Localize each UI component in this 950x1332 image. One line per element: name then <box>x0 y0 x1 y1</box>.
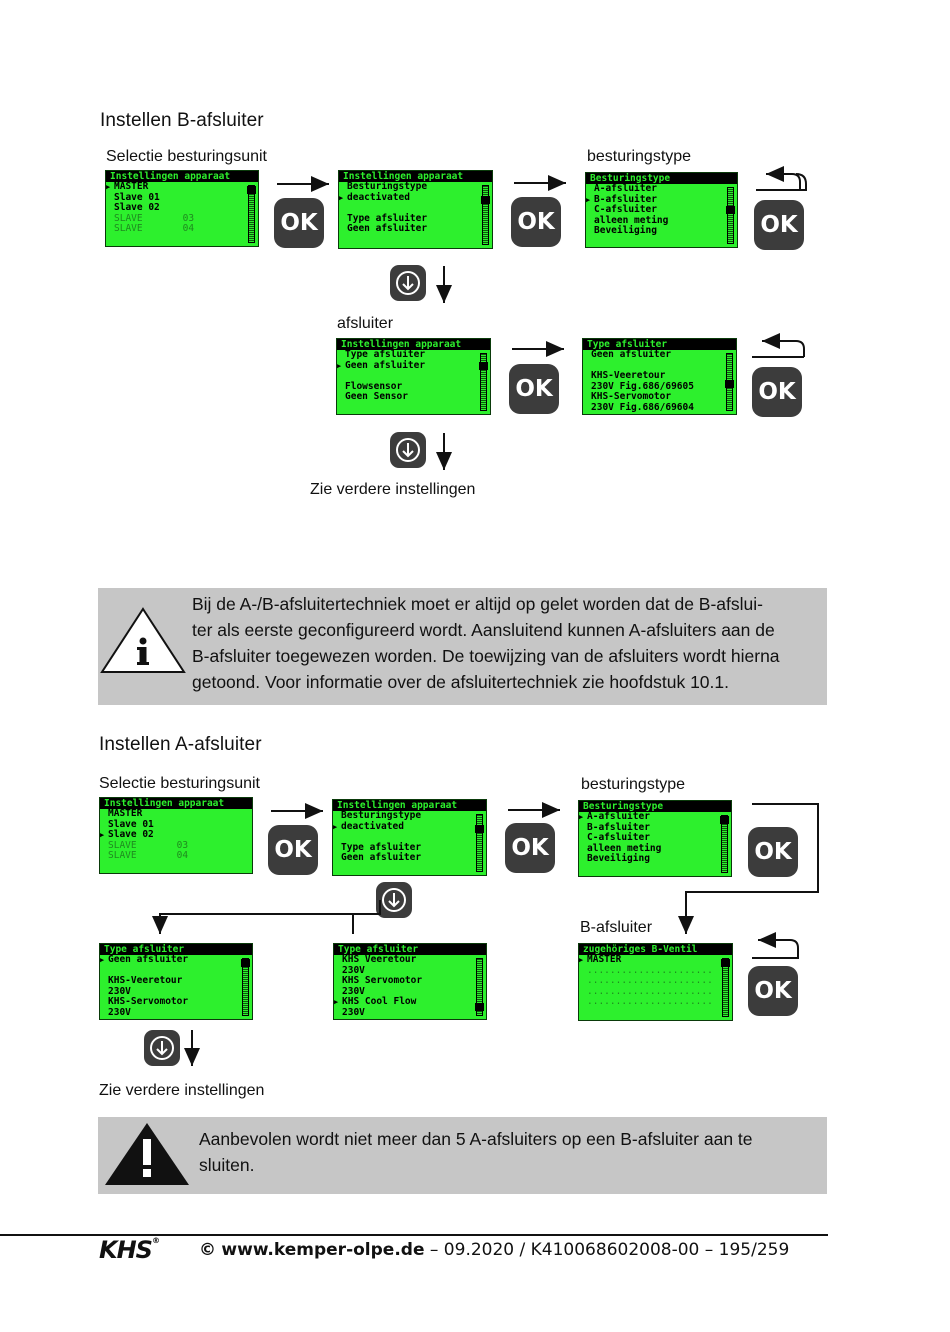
lcd-title: Besturingstype <box>579 801 731 812</box>
label-besturingstype: besturingstype <box>587 148 692 165</box>
lcd-line: Besturingstype <box>347 181 428 192</box>
lcd-line: ...................... <box>587 996 713 1007</box>
lcd-line: C-afsluiter <box>587 832 650 843</box>
lcd-line: Geen Sensor <box>345 391 408 402</box>
lcd-line: alleen meting <box>587 842 662 854</box>
lcd-line: ▶ Geen afsluiter <box>337 361 490 372</box>
logo-registered-mark: ® <box>151 1236 159 1245</box>
lcd-line: ...................... <box>587 975 713 986</box>
lcd-line: ▶ deactivated <box>333 822 486 833</box>
warning-line: sluiten. <box>199 1155 255 1175</box>
lcd-line: ...................... <box>587 985 713 997</box>
lcd-title: Besturingstype <box>586 173 737 184</box>
lcd-line: ▶ MASTER <box>579 955 732 966</box>
lcd-line: SLAVE 04 <box>108 850 189 861</box>
lcd-line: alleen meting <box>594 214 669 226</box>
lcd-line: Slave 02 <box>114 202 160 213</box>
ok-button[interactable]: OK <box>752 367 802 417</box>
lcd-line: KHS Veeretour <box>342 954 417 965</box>
info-line: ter als eerste geconfigureerd wordt. Aansluitend kunnen A-afsluiters aan de <box>192 620 775 640</box>
lcd-title: Instellingen apparaat <box>339 171 492 182</box>
lcd-line: ▶ Slave 02 <box>100 830 252 841</box>
lcd-title: Type afsluiter <box>100 944 252 955</box>
label-verdere: Zie verdere instellingen <box>99 1082 265 1099</box>
lcd-line: ...................... <box>587 964 713 976</box>
lcd-line: MASTER <box>108 808 143 819</box>
lcd-line: Type afsluiter <box>341 841 422 853</box>
label-afsluiter: afsluiter <box>337 315 394 332</box>
ok-button[interactable]: OK <box>268 825 318 875</box>
footer-website[interactable]: www.kemper-olpe.de <box>221 1240 425 1260</box>
warning-triangle-icon <box>104 1121 190 1187</box>
lcd-line: 230V Fig.686/69605 <box>591 380 694 392</box>
copyright-symbol: © <box>199 1240 216 1260</box>
section1-heading: Instellen B-afsluiter <box>100 110 264 131</box>
label-selectie: Selectie besturingsunit <box>99 775 260 792</box>
label-verdere: Zie verdere instellingen <box>310 481 476 498</box>
lcd-line: Slave 01 <box>114 191 160 203</box>
warning-note <box>98 1117 827 1194</box>
lcd-line: Type afsluiter <box>345 349 426 360</box>
section2-heading: Instellen A-afsluiter <box>99 734 262 755</box>
warning-line: Aanbevolen wordt niet meer dan 5 A-afsluiters op een B-afsluiter aan te <box>199 1129 753 1149</box>
lcd-title: Instellingen apparaat <box>106 171 258 182</box>
logo-text: KHS <box>99 1236 152 1264</box>
lcd-line: Geen afsluiter <box>591 349 672 360</box>
footer-doc-info: – 09.2020 / K410068602008-00 – 195/259 <box>429 1240 790 1260</box>
footer-text <box>199 1240 789 1260</box>
lcd-line: SLAVE 04 <box>114 223 195 234</box>
lcd-line: Beveiliging <box>587 853 650 864</box>
lcd-line: ▶ MASTER <box>106 182 258 193</box>
lcd-line: KHS-Veeretour <box>591 370 666 381</box>
lcd-line: Slave 01 <box>108 818 154 830</box>
lcd-title: Type afsluiter <box>334 944 486 955</box>
lcd-line: 230V <box>342 985 365 997</box>
lcd-line: A-afsluiter <box>594 183 657 194</box>
ok-button[interactable]: OK <box>274 198 324 248</box>
lcd-line: B-afsluiter <box>587 821 650 833</box>
lcd-line: SLAVE 03 <box>114 212 195 224</box>
lcd-line: 230V <box>342 964 365 976</box>
lcd-line: ▶ Geen afsluiter <box>100 955 252 966</box>
ok-button[interactable]: OK <box>505 823 555 873</box>
ok-button[interactable]: OK <box>748 966 798 1016</box>
khs-logo <box>99 1236 159 1264</box>
lcd-title: Instellingen apparaat <box>337 339 490 350</box>
lcd-line: Beveiliging <box>594 225 657 236</box>
lcd-line: ▶ KHS Cool Flow <box>334 997 486 1008</box>
info-line: getoond. Voor informatie over de afsluitertechniek zie hoofdstuk 10.1. <box>192 672 729 692</box>
lcd-title: Instellingen apparaat <box>333 800 486 811</box>
ok-button[interactable]: OK <box>748 827 798 877</box>
lcd-line: 230V Fig.686/69604 <box>591 401 694 413</box>
lcd-line: 230V <box>108 985 131 997</box>
lcd-line: C-afsluiter <box>594 204 657 215</box>
lcd-title: Instellingen apparaat <box>100 798 252 809</box>
label-b-afsluiter: B-afsluiter <box>580 919 653 936</box>
lcd-line: SLAVE 03 <box>108 839 189 851</box>
lcd-line: 230V <box>342 1006 365 1018</box>
lcd-line: Flowsensor <box>345 380 403 392</box>
label-besturingstype: besturingstype <box>581 776 686 793</box>
ok-button[interactable]: OK <box>509 364 559 414</box>
lcd-line: KHS-Servomotor <box>591 391 672 402</box>
lcd-line: Besturingstype <box>341 810 422 821</box>
lcd-line: Type afsluiter <box>347 212 428 224</box>
lcd-title: Type afsluiter <box>583 339 736 350</box>
info-line: B-afsluiter toegewezen worden. De toewijzing van de afsluiters wordt hierna <box>192 646 780 666</box>
lcd-line: Geen afsluiter <box>341 852 422 863</box>
lcd-line: ▶ B-afsluiter <box>586 195 737 206</box>
ok-button[interactable]: OK <box>511 197 561 247</box>
lcd-line: ▶ A-afsluiter <box>579 812 731 823</box>
lcd-line: ▶ deactivated <box>339 193 492 204</box>
lcd-line: Geen afsluiter <box>347 223 428 234</box>
lcd-line: KHS Servomotor <box>342 975 423 986</box>
info-line: Bij de A-/B-afsluitertechniek moet er altijd op gelet worden dat de B-afslui- <box>192 594 763 614</box>
lcd-line: KHS-Servomotor <box>108 996 189 1007</box>
label-selectie: Selectie besturingsunit <box>106 148 267 165</box>
ok-button[interactable]: OK <box>754 200 804 250</box>
lcd-line: KHS-Veeretour <box>108 975 183 986</box>
lcd-title: zugehöriges B-Ventil <box>579 944 732 955</box>
lcd-line: 230V <box>108 1006 131 1018</box>
